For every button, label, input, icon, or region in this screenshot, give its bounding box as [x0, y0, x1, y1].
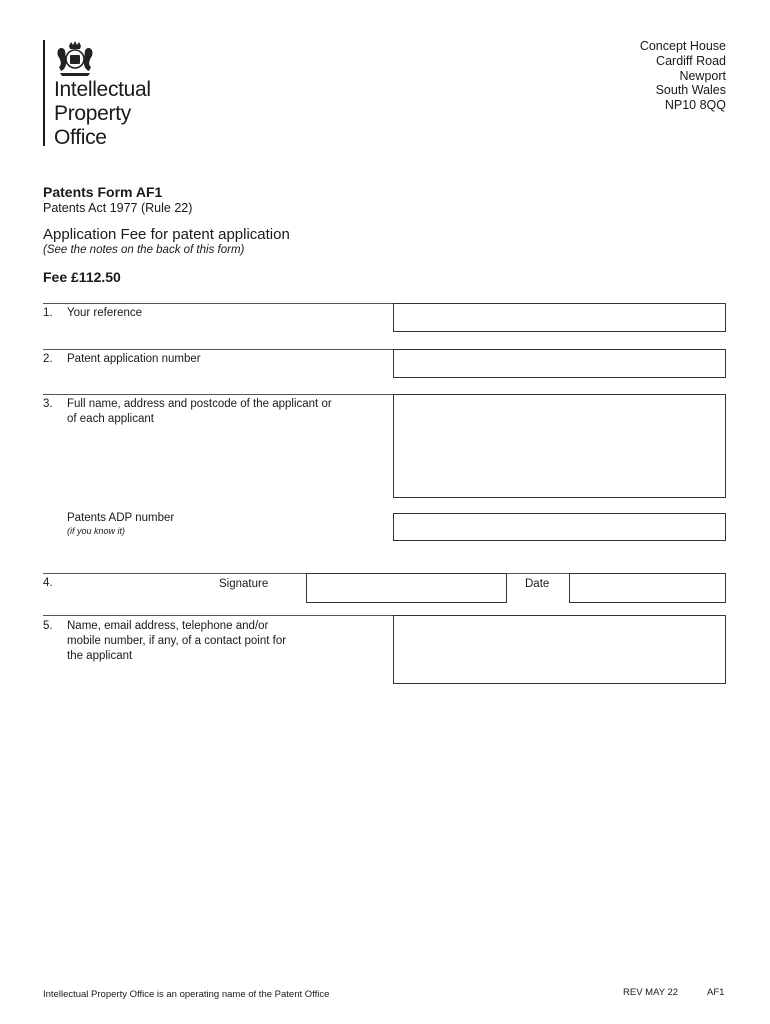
adp-number-field[interactable]: [393, 513, 726, 541]
question-2: [43, 352, 383, 368]
question-1: [43, 306, 383, 322]
address-line: Concept House: [639, 39, 726, 53]
adp-number-hint: (if you know it): [67, 526, 126, 536]
address-line: Newport: [679, 68, 726, 83]
patent-application-number-field[interactable]: [393, 349, 726, 378]
form-title: Patents Form AF1: [43, 184, 163, 200]
logo-line: Office: [54, 126, 107, 149]
question-label: of each applicant: [67, 413, 154, 425]
logo-wordmark: [54, 78, 151, 150]
form-act: Patents Act 1977 (Rule 22): [43, 201, 193, 215]
date-label: Date: [525, 578, 550, 590]
fee-amount: Fee £112.50: [43, 269, 121, 285]
address-line: Cardiff Road: [656, 53, 726, 68]
question-number: 4.: [43, 577, 53, 589]
question-number: 3.: [43, 398, 53, 410]
footer-operating-name: Intellectual Property Office is an operating name of the Patent Office: [43, 989, 330, 1000]
royal-crest-icon: [52, 40, 98, 78]
address-line: NP10 8QQ: [664, 98, 726, 113]
question-label: mobile number, if any, of a contact point for: [67, 635, 287, 647]
question-label: Your reference: [67, 307, 143, 319]
footer-form-code: AF1: [707, 987, 725, 998]
question-number: 2.: [43, 353, 53, 365]
logo-line: Intellectual: [54, 78, 151, 101]
logo-rule: [43, 40, 45, 146]
form-notes: (See the notes on the back of this form): [43, 244, 245, 256]
signature-label: Signature: [219, 578, 269, 590]
question-label: Patent application number: [67, 353, 201, 365]
contact-point-field[interactable]: [393, 615, 726, 684]
form-heading: Application Fee for patent application: [43, 226, 290, 243]
footer-revision: REV MAY 22: [623, 987, 679, 998]
signature-field[interactable]: [306, 573, 507, 603]
question-label: the applicant: [67, 650, 133, 662]
office-address: [640, 39, 726, 113]
question-3: [43, 397, 388, 429]
question-number: 5.: [43, 620, 53, 632]
applicant-name-address-field[interactable]: [393, 394, 726, 498]
your-reference-field[interactable]: [393, 303, 726, 332]
adp-number-label: Patents ADP number: [67, 512, 175, 524]
question-label: Name, email address, telephone and/or: [67, 620, 269, 632]
date-field[interactable]: [569, 573, 726, 603]
question-number: 1.: [43, 307, 53, 319]
question-label: Full name, address and postcode of the applicant or: [67, 398, 332, 410]
logo-line: Property: [54, 102, 131, 125]
address-line: South Wales: [655, 83, 726, 98]
question-5: [43, 619, 383, 665]
